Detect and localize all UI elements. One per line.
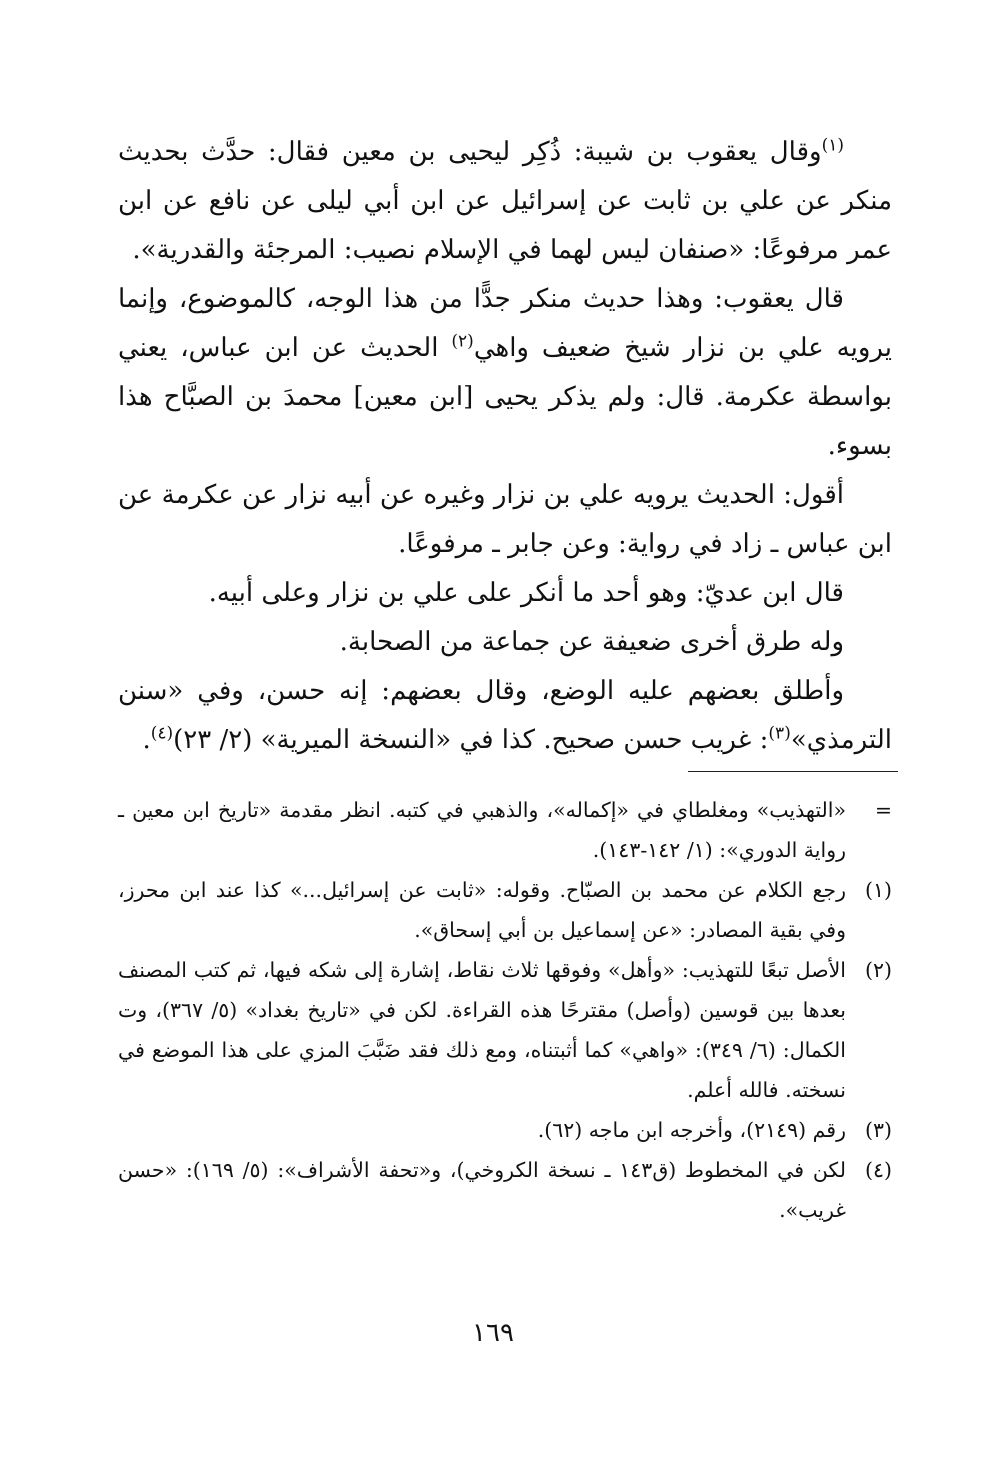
- footnote-marker: (٤): [150, 723, 174, 744]
- footnote: [118, 1110, 892, 1150]
- footnote: [118, 790, 892, 870]
- footnote-number: =: [874, 798, 892, 822]
- footnote: [118, 950, 892, 1110]
- paragraph-text: الحديث عن ابن عباس، يعني بواسطة عكرمة. قال: ولم يذكر يحيى [ابن معين] محمدَ بن الصبَّاح هذا بسوء.: [118, 333, 892, 461]
- paragraph-text: أقول: الحديث يرويه علي بن نزار وغيره عن أبيه نزار عن عكرمة عن ابن عباس ـ زاد في رواية: وعن جابر ـ مرفوعًا.: [118, 480, 892, 559]
- footnote-marker: (١): [821, 135, 844, 156]
- footnote-text: لكن في المخطوط (ق١٤٣ ـ نسخة الكروخي)، و«تحفة الأشراف»: (٥/ ١٦٩): «حسن غريب».: [118, 1158, 847, 1222]
- paragraph-text: وله طرق أخرى ضعيفة عن جماعة من الصحابة.: [339, 627, 844, 657]
- paragraph-text: .: [142, 725, 151, 755]
- footnote-text: رقم (٢١٤٩)، وأخرجه ابن ماجه (٦٢).: [537, 1118, 846, 1142]
- footnote-text: «التهذيب» ومغلطاي في «إكماله»، والذهبي في كتبه. انظر مقدمة «تاريخ ابن معين ـ رواية الدوري»: (١/ ١٤٢-١٤٣).: [118, 798, 846, 862]
- paragraph-text: وأطلق بعضهم عليه الوضع، وقال بعضهم: إنه حسن، وفي «سنن الترمذي»: [118, 676, 892, 755]
- page-number: ١٦٩: [472, 1318, 514, 1348]
- paragraph-text: قال يعقوب: وهذا حديث منكر جدًّا من هذا الوجه، كالموضوع، وإنما يرويه علي بن نزار شيخ ضعيف واهي: [118, 284, 892, 363]
- paragraph: [118, 667, 892, 765]
- paragraph: [118, 275, 892, 471]
- footnote-separator: [688, 771, 898, 772]
- paragraph: [118, 618, 892, 667]
- paragraph-text: قال ابن عديّ: وهو أحد ما أنكر على علي بن نزار وعلى أبيه.: [208, 578, 844, 608]
- footnote-number: (٣): [864, 1118, 892, 1142]
- paragraph: [118, 128, 892, 275]
- footnote-number: (٤): [864, 1158, 892, 1182]
- paragraph: [118, 471, 892, 569]
- footnote-text: رجع الكلام عن محمد بن الصبّاح. وقوله: «ثابت عن إسرائيل...» كذا عند ابن محرز، وفي بقية المصادر: «عن إسماعيل بن أبي إسحاق».: [118, 878, 846, 942]
- main-text: [118, 128, 892, 765]
- footnote-text: الأصل تبعًا للتهذيب: «وأهل» وفوقها ثلاث نقاط، إشارة إلى شكه فيها، ثم كتب المصنف بعدها بين قوسين (وأصل) مقترحًا هذه القراءة. لكن في «تاريخ بغداد» (٥/ ٣٦٧)، وت الكمال: (٦/ ٣٤٩): «واهي» كما أثبتناه، ومع ذلك فقد ضَبَّبَ المزي على هذا الموضع في نسخته. فالله أعلم.: [118, 958, 846, 1102]
- paragraph: [118, 569, 892, 618]
- paragraph-text: : غريب حسن صحيح. كذا في «النسخة الميرية» (٢/ ٢٣): [173, 725, 769, 755]
- footnote-number: (٢): [864, 958, 892, 982]
- footnote-number: (١): [864, 878, 892, 902]
- footnote-marker: (٢): [451, 331, 474, 352]
- footnote-marker: (٣): [768, 723, 791, 744]
- footnote: [118, 870, 892, 950]
- footnote: [118, 1150, 892, 1230]
- paragraph-text: وقال يعقوب بن شيبة: ذُكِر ليحيى بن معين فقال: حدَّث بحديث منكر عن علي بن ثابت عن إسرائيل عن ابن أبي ليلى عن نافع عن ابن عمر مرفوعًا: «صنفان ليس لهما في الإسلام نصيب: المرجئة والقدرية».: [118, 137, 892, 265]
- footnotes: [118, 790, 892, 1230]
